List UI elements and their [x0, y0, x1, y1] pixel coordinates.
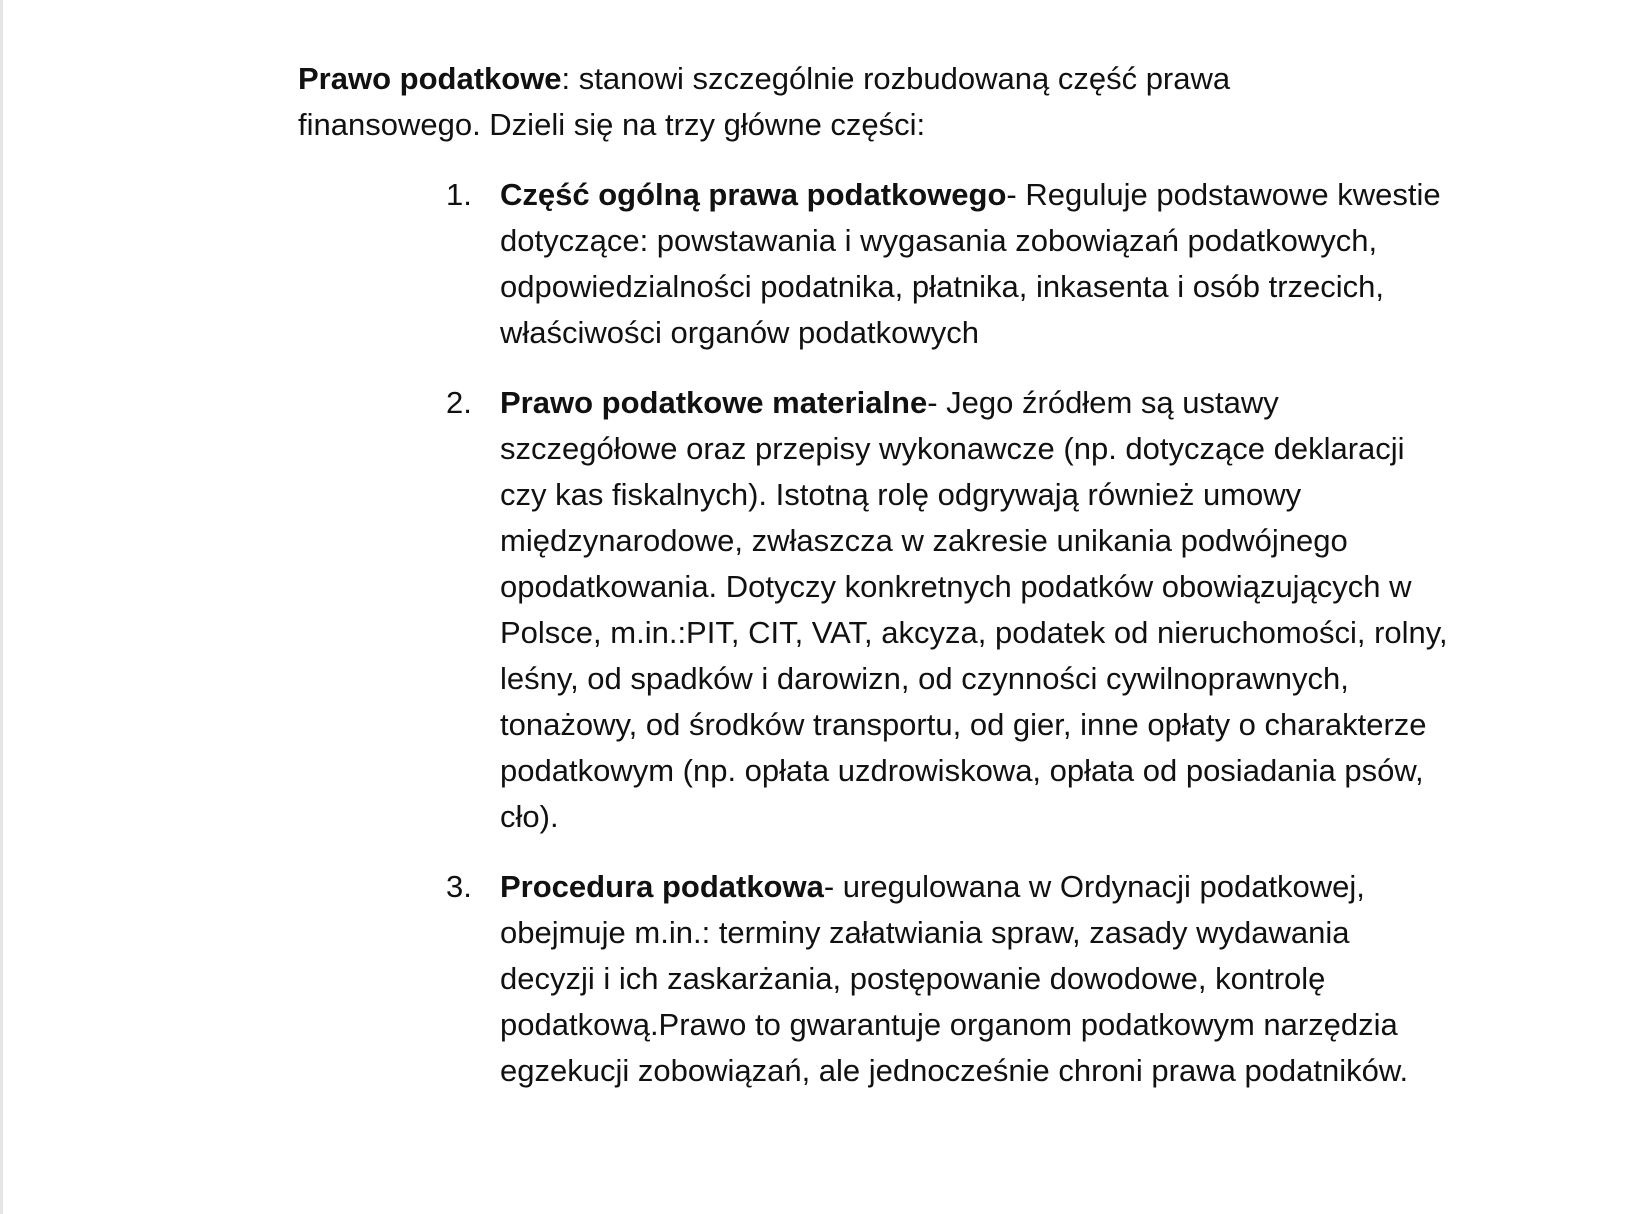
list-item-text	[500, 380, 1448, 840]
list-item-number: 2.	[446, 385, 472, 420]
list-item-description: - Jego źródłem są ustawy szczegółowe oraz przepisy wykonawcze (np. dotyczące deklaracji czy kas fiskalnych). Istotną rolę odgrywają również umowy międzynarodowe, zwłaszcza w zakresie unikania podwójnego opodatkowania. Dotyczy konkretnych podatków obowiązujących w Polsce, m.in.:PIT, CIT, VAT, akcyza, podatek od nieruchomości, rolny, leśny, od spadków i darowizn, od czynności cywilnoprawnych, tonażowy, od środków transportu, od gier, inne opłaty o charakterze podatkowym (np. opłata uzdrowiskowa, opłata od posiadania psów, cło).	[500, 385, 1448, 834]
list-item-number: 1.	[446, 177, 472, 212]
intro-text: : stanowi szczególnie rozbudowaną część prawa finansowego. Dzieli się na trzy główne części:	[298, 61, 1231, 142]
intro-paragraph	[298, 56, 1328, 148]
list-item	[446, 380, 1448, 840]
intro-term: Prawo podatkowe	[298, 61, 562, 96]
list-item-title: Prawo podatkowe materialne	[500, 385, 928, 420]
list-item	[446, 864, 1448, 1094]
list-item-title: Procedura podatkowa	[500, 869, 824, 904]
list-item-text	[500, 864, 1448, 1094]
list-item-number: 3.	[446, 869, 472, 904]
document-body	[298, 56, 1448, 1118]
tax-law-parts-list	[446, 172, 1448, 1094]
list-item-description: - Reguluje podstawowe kwestie dotyczące: powstawania i wygasania zobowiązań podatkowych, odpowiedzialności podatnika, płatnika, inkasenta i osób trzecich, właściwości organów podatkowych	[500, 177, 1441, 350]
list-item-description: - uregulowana w Ordynacji podatkowej, obejmuje m.in.: terminy załatwiania spraw, zasady wydawania decyzji i ich zaskarżania, postępowanie dowodowe, kontrolę podatkową.Prawo to gwarantuje organom podatkowym narzędzia egzekucji zobowiązań, ale jednocześnie chroni prawa podatników.	[500, 869, 1409, 1088]
list-item	[446, 172, 1448, 356]
list-item-text	[500, 172, 1448, 356]
list-item-title: Część ogólną prawa podatkowego	[500, 177, 1007, 212]
page-left-edge	[0, 0, 3, 1214]
